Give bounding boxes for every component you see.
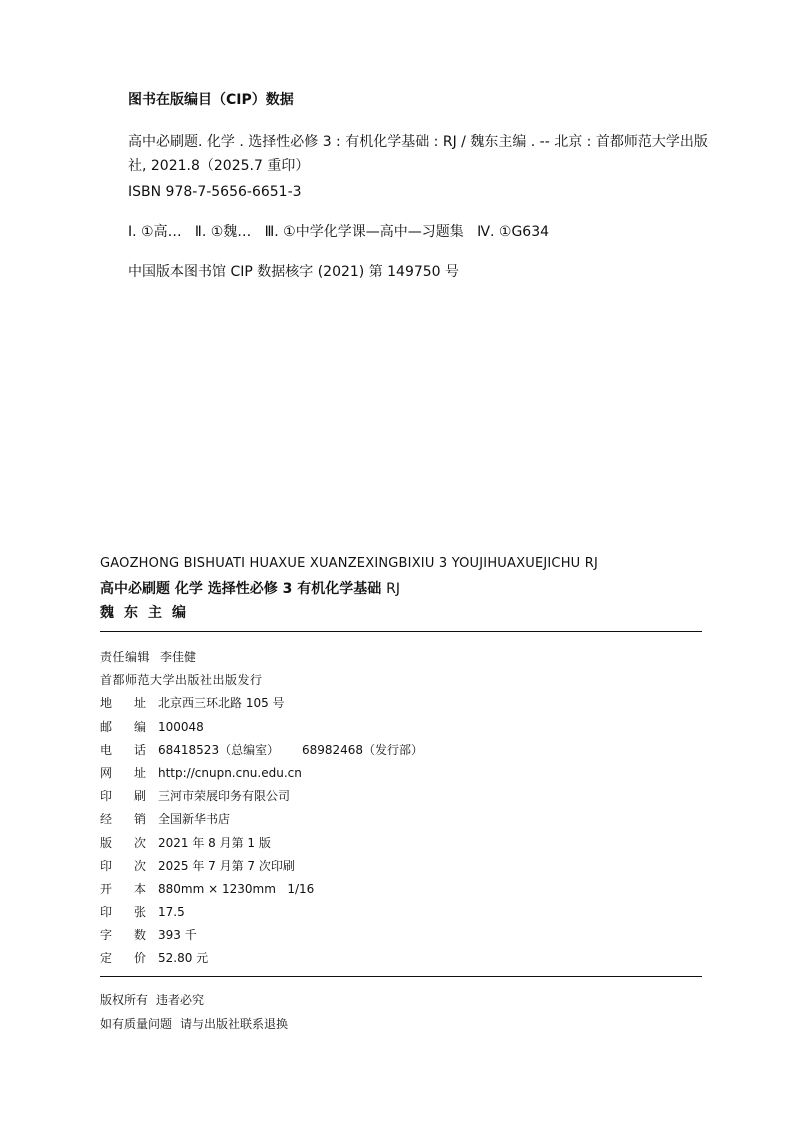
publisher: 首都师范大学出版社出版发行: [100, 673, 263, 688]
label-char-first: 定: [100, 951, 113, 966]
pinyin-title: GAOZHONG BISHUATI HUAXUE XUANZEXINGBIXIU 3 YOUJIHUAXUEJICHU RJ: [100, 556, 598, 571]
publication-row-label: [100, 692, 158, 715]
publication-row-label: [100, 716, 158, 739]
label-char-second: 刷: [133, 789, 146, 804]
label-char-first: 印: [100, 858, 113, 873]
book-info: [100, 554, 700, 624]
chinese-title-suffix: RJ: [386, 581, 400, 597]
publication-row: [100, 832, 700, 855]
responsible-editor-value: 李佳健: [160, 650, 197, 664]
publication-row-label: [100, 832, 158, 855]
publication-row-value: 2021 年 8 月第 1 版: [158, 835, 271, 850]
publication-row-value: 100048: [158, 719, 204, 734]
publication-row-value: 2025 年 7 月第 7 次印刷: [158, 858, 295, 873]
publication-row: [100, 878, 700, 901]
label-char-second: 张: [133, 905, 146, 920]
label-char-first: 字: [100, 928, 113, 943]
publication-row-label: [100, 901, 158, 924]
publication-row-label: [100, 924, 158, 947]
publication-row: [100, 924, 700, 947]
publication-row-value: 17.5: [158, 905, 185, 920]
label-char-second: 话: [133, 742, 146, 757]
publication-row-value: 68418523（总编室） 68982468（发行部）: [158, 742, 424, 757]
publication-row-value: 393 千: [158, 928, 197, 943]
publication-row-value: 北京西三环北路 105 号: [158, 696, 285, 711]
label-char-first: 地: [100, 696, 113, 711]
label-char-second: 址: [133, 765, 146, 780]
publisher-row: [100, 669, 700, 692]
publication-row-label: [100, 947, 158, 970]
label-char-first: 电: [100, 742, 113, 757]
quality-value: 请与出版社联系退换: [180, 1017, 289, 1031]
publication-row: [100, 947, 700, 970]
label-char-second: 址: [133, 696, 146, 711]
label-char-first: 印: [100, 905, 113, 920]
publication-row-label: [100, 762, 158, 785]
publication-row-label: [100, 785, 158, 808]
label-char-first: 网: [100, 765, 113, 780]
cip-heading: 图书在版编目（CIP）数据: [128, 92, 294, 108]
quality-row: [100, 1012, 288, 1036]
cip-core-number: 中国版本图书馆 CIP 数据核字 (2021) 第 149750 号: [128, 264, 460, 280]
label-char-second: 价: [133, 951, 146, 966]
chinese-title: [100, 578, 700, 600]
label-char-first: 版: [100, 835, 113, 850]
cip-block: [128, 90, 708, 284]
publication-details: [100, 646, 700, 971]
publication-row: [100, 808, 700, 831]
isbn: ISBN 978-7-5656-6651-3: [128, 184, 302, 200]
label-char-second: 编: [133, 719, 146, 734]
footer-notice: [100, 988, 288, 1036]
copyright-row: [100, 988, 288, 1012]
quality-label: 如有质量问题: [100, 1017, 173, 1031]
label-char-second: 销: [133, 812, 146, 827]
responsible-editor-label: 责任编辑: [100, 650, 151, 664]
copyright-label: 版权所有: [100, 993, 149, 1007]
cip-index-terms: Ⅰ. ①高… Ⅱ. ①魏… Ⅲ. ①中学化学课—高中—习题集 Ⅳ. ①G634: [128, 224, 550, 240]
publication-row: [100, 692, 700, 715]
publication-row: [100, 762, 700, 785]
publication-row: [100, 739, 700, 762]
publication-row-label: [100, 855, 158, 878]
publication-row: [100, 855, 700, 878]
label-char-first: 邮: [100, 719, 113, 734]
label-char-first: 印: [100, 789, 113, 804]
label-char-second: 次: [133, 858, 146, 873]
divider-bottom: [100, 976, 702, 977]
chinese-title-main: 高中必刷题 化学 选择性必修 3 有机化学基础: [100, 581, 382, 597]
chief-editor: 魏东主编: [100, 605, 196, 621]
publication-row-label: [100, 878, 158, 901]
publication-row: [100, 901, 700, 924]
label-char-first: 经: [100, 812, 113, 827]
publication-row-value: http://cnupn.cnu.edu.cn: [158, 765, 302, 780]
publication-row: [100, 785, 700, 808]
publication-row-value: 全国新华书店: [158, 812, 231, 827]
publication-row-label: [100, 808, 158, 831]
label-char-second: 本: [133, 881, 146, 896]
divider-top: [100, 631, 702, 632]
publication-row-value: 三河市荣展印务有限公司: [158, 789, 291, 804]
label-char-second: 次: [133, 835, 146, 850]
publication-row-label: [100, 739, 158, 762]
label-char-second: 数: [133, 928, 146, 943]
label-char-first: 开: [100, 881, 113, 896]
copyright-value: 违者必究: [156, 993, 205, 1007]
cip-description: 高中必刷题. 化学 . 选择性必修 3 : 有机化学基础 : RJ / 魏东主编 . -- 北京 : 首都师范大学出版社, 2021.8（2025.7 重印）: [128, 134, 708, 174]
publication-row: [100, 716, 700, 739]
publication-row-value: 52.80 元: [158, 951, 209, 966]
publication-row-value: 880mm × 1230mm 1/16: [158, 881, 315, 896]
responsible-editor-row: [100, 646, 700, 669]
